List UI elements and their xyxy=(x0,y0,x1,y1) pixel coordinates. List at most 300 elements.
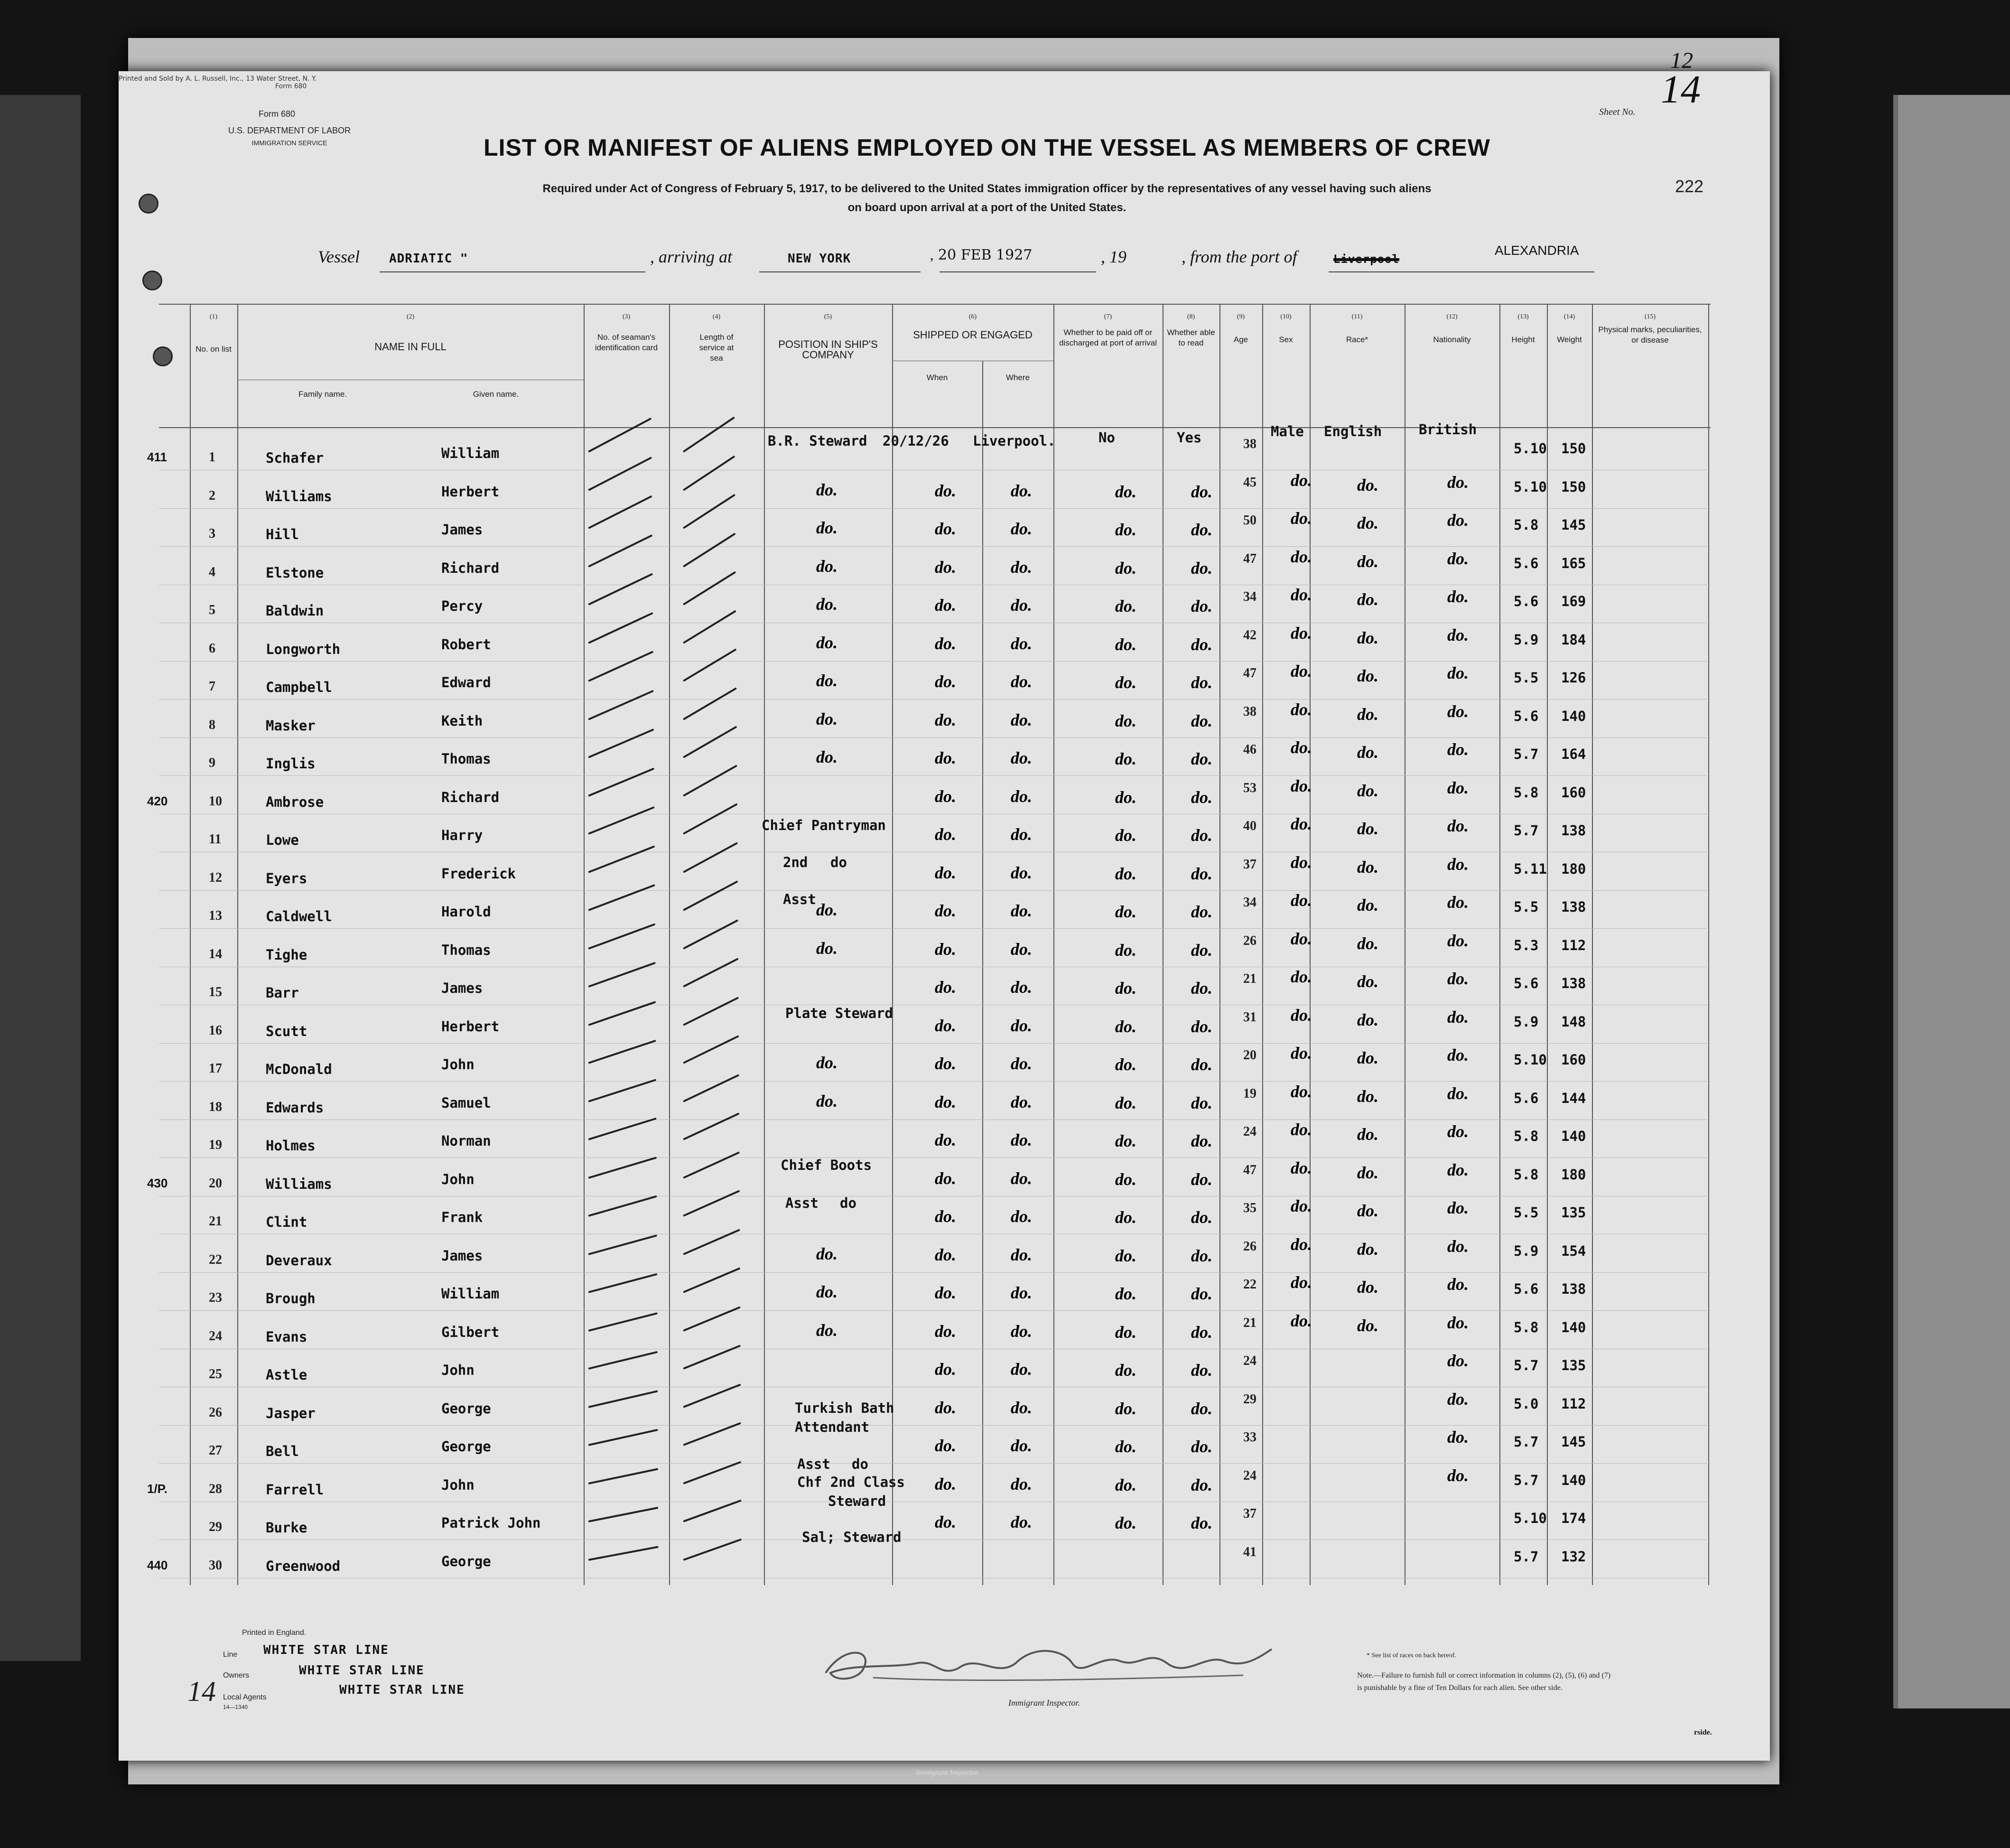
weight-value: 169 xyxy=(1561,593,1586,609)
ditto-mark: do. xyxy=(935,596,956,615)
family-name: Holmes xyxy=(266,1138,316,1154)
height-value: 5.7 xyxy=(1514,1434,1539,1450)
col15-header: Physical marks, peculiarities, or disease xyxy=(1598,325,1702,345)
height-value: 5.10 xyxy=(1514,440,1547,457)
margin-number: 440 xyxy=(147,1558,168,1572)
race-value: English xyxy=(1324,423,1382,439)
row-number: 30 xyxy=(209,1558,222,1573)
age-value: 26 xyxy=(1243,933,1256,948)
height-value: 5.10 xyxy=(1514,1052,1547,1068)
position-turkish-bath: Turkish Bath xyxy=(795,1400,894,1416)
col2-family-header: Family name. xyxy=(298,390,347,399)
weight-value: 180 xyxy=(1561,861,1586,877)
vessel-name-underline xyxy=(380,271,645,272)
ditto-mark: do. xyxy=(816,900,838,919)
arriving-port-underline xyxy=(759,271,921,272)
ditto-mark: do. xyxy=(1447,1275,1469,1294)
weight-value: 132 xyxy=(1561,1549,1586,1565)
ditto-mark: do. xyxy=(935,634,956,653)
family-name: Jasper xyxy=(266,1405,316,1421)
weight-value: 164 xyxy=(1561,746,1586,762)
col11-header: Race* xyxy=(1346,335,1368,344)
age-value: 37 xyxy=(1243,857,1256,872)
ditto-mark: do. xyxy=(1011,1322,1032,1341)
age-value: 29 xyxy=(1243,1392,1256,1407)
height-value: 5.9 xyxy=(1514,632,1539,648)
row-divider xyxy=(159,775,1711,776)
family-name: Bell xyxy=(266,1443,299,1459)
weight-value: 154 xyxy=(1561,1243,1586,1259)
ditto-mark: do. xyxy=(935,1054,956,1073)
col4-header: Length of service at sea xyxy=(699,333,734,363)
family-name: McDonald xyxy=(266,1061,332,1077)
ditto-mark: do. xyxy=(1357,628,1378,647)
ditto-mark: do. xyxy=(1115,1055,1136,1074)
ditto-mark: do. xyxy=(935,1283,956,1302)
ditto-mark: do. xyxy=(1191,673,1212,692)
ditto-mark: do. xyxy=(1191,979,1212,998)
row-divider xyxy=(159,1463,1711,1464)
ditto-mark: do. xyxy=(1357,552,1378,571)
given-name: Edward xyxy=(441,674,491,691)
row-number: 23 xyxy=(209,1290,222,1305)
row-divider xyxy=(159,1310,1711,1311)
shipped-when: 20/12/26 xyxy=(883,433,949,449)
age-value: 41 xyxy=(1243,1545,1256,1559)
ditto-mark: do. xyxy=(1011,1016,1032,1035)
ditto-mark: do. xyxy=(935,863,956,882)
row-divider xyxy=(159,890,1711,891)
ditto-mark: do. xyxy=(935,748,956,767)
ditto-mark: do. xyxy=(1115,673,1136,692)
ditto-mark: do. xyxy=(935,1016,956,1035)
weight-value: 138 xyxy=(1561,975,1586,991)
sex-value: Male xyxy=(1271,423,1304,439)
row-divider xyxy=(159,1157,1711,1158)
height-value: 5.6 xyxy=(1514,555,1539,571)
position-chf-2nd-class: Chf 2nd Class xyxy=(797,1474,905,1490)
col7-header: Whether to be paid off or discharged at port of arrival xyxy=(1059,328,1157,347)
nationality-value: British xyxy=(1419,421,1477,438)
col7-number: (7) xyxy=(1104,313,1112,320)
family-name: Campbell xyxy=(266,679,332,695)
sheet-number-label: Sheet No. xyxy=(1599,107,1636,117)
given-name: Harry xyxy=(441,827,483,843)
family-name: Tighe xyxy=(266,947,307,963)
ditto-mark: do. xyxy=(1357,896,1378,915)
row-divider xyxy=(159,1081,1711,1082)
penalty-note-1: Note.—Failure to furnish full or correct information in columns (2), (5), (6) and (7) xyxy=(1357,1671,1611,1680)
immigrant-inspector-label: Immigrant Inspector. xyxy=(1008,1698,1080,1708)
arriving-label: , arriving at xyxy=(650,247,733,266)
age-value: 40 xyxy=(1243,819,1256,833)
family-name: Longworth xyxy=(266,641,341,657)
position-chief-boots: Chief Boots xyxy=(781,1157,872,1173)
row-number: 24 xyxy=(209,1329,222,1344)
manifest-subtitle: Required under Act of Congress of February 5, 1917, to be delivered to the United States immigration officer by the representatives of any vessel having such aliens on board upon arrival at a port of the United States. xyxy=(542,182,1432,214)
given-name: Thomas xyxy=(441,942,491,958)
position-asst-boots-do: do xyxy=(840,1195,856,1211)
ditto-mark: do. xyxy=(935,481,956,500)
from-port-label: , from the port of xyxy=(1182,247,1297,266)
given-name: James xyxy=(441,980,483,996)
ditto-mark: do. xyxy=(1191,1513,1212,1532)
ditto-mark: do. xyxy=(1291,700,1312,719)
ditto-mark: do. xyxy=(1011,1169,1032,1188)
row-number: 16 xyxy=(209,1023,222,1038)
position-chief-pantryman: Chief Pantryman xyxy=(762,817,886,833)
family-name: Schafer xyxy=(266,450,324,466)
ditto-mark: do. xyxy=(1011,1512,1032,1531)
date-stamp: , 20 FEB 1927 xyxy=(930,247,1033,263)
ditto-mark: do. xyxy=(1357,858,1378,877)
col9-header: Age xyxy=(1233,335,1248,344)
ditto-mark: do. xyxy=(1115,1475,1136,1494)
ditto-mark: do. xyxy=(935,1169,956,1188)
ditto-mark: do. xyxy=(1115,979,1136,998)
ditto-mark: do. xyxy=(1291,1044,1312,1063)
given-name: John xyxy=(441,1477,475,1493)
age-value: 53 xyxy=(1243,781,1256,795)
height-value: 5.11 xyxy=(1514,861,1547,877)
ditto-mark: do. xyxy=(1011,787,1032,806)
col6-header: SHIPPED OR ENGAGED xyxy=(913,329,1033,341)
ditto-mark: do. xyxy=(1291,1082,1312,1101)
ditto-mark: do. xyxy=(1191,1093,1212,1112)
ditto-mark: do. xyxy=(1191,520,1212,539)
ditto-mark: do. xyxy=(1115,711,1136,730)
ditto-mark: do. xyxy=(1011,634,1032,653)
given-name: Patrick John xyxy=(441,1515,541,1531)
ditto-mark: do. xyxy=(1011,1398,1032,1417)
row-number: 9 xyxy=(209,756,215,770)
weight-value: 138 xyxy=(1561,899,1586,915)
margin-number: 411 xyxy=(147,450,167,464)
family-name: Caldwell xyxy=(266,908,332,924)
ditto-mark: do. xyxy=(1291,1273,1312,1292)
row-divider xyxy=(159,1425,1711,1426)
ditto-mark: do. xyxy=(1447,816,1469,835)
ditto-mark: do. xyxy=(1447,1313,1469,1332)
ditto-mark: do. xyxy=(1357,743,1378,762)
ditto-mark: do. xyxy=(935,1207,956,1226)
col12-header: Nationality xyxy=(1433,335,1471,344)
col3-number: (3) xyxy=(622,313,631,320)
given-name: Norman xyxy=(441,1133,491,1149)
row-number: 4 xyxy=(209,565,215,579)
age-value: 20 xyxy=(1243,1048,1256,1063)
row-number: 29 xyxy=(209,1520,222,1534)
weight-value: 165 xyxy=(1561,555,1586,571)
given-name: George xyxy=(441,1553,491,1569)
weight-value: 145 xyxy=(1561,517,1586,533)
ditto-mark: do. xyxy=(1291,471,1312,490)
ditto-mark: do. xyxy=(1191,1475,1212,1494)
height-value: 5.6 xyxy=(1514,1281,1539,1297)
vessel-label: Vessel xyxy=(318,247,360,266)
weight-value: 138 xyxy=(1561,1281,1586,1297)
age-value: 47 xyxy=(1243,666,1256,681)
ditto-mark: do. xyxy=(1291,1120,1312,1139)
row-divider xyxy=(159,1272,1711,1273)
weight-value: 112 xyxy=(1561,1396,1586,1412)
margin-number: 430 xyxy=(147,1176,168,1190)
ditto-mark: do. xyxy=(1191,597,1212,616)
weight-value: 150 xyxy=(1561,479,1586,495)
age-value: 46 xyxy=(1243,742,1256,757)
ditto-mark: do. xyxy=(1191,635,1212,654)
from-port: ALEXANDRIA xyxy=(1495,243,1579,258)
ditto-mark: do. xyxy=(816,671,838,690)
ditto-mark: do. xyxy=(1291,509,1312,528)
row-number: 13 xyxy=(209,908,222,923)
local-agents-code: 14—1340 xyxy=(223,1704,248,1710)
col14-number: (14) xyxy=(1563,313,1575,320)
row-number: 6 xyxy=(209,641,215,656)
ditto-mark: do. xyxy=(1115,1246,1136,1265)
from-port-underline xyxy=(1329,271,1594,272)
ditto-mark: do. xyxy=(1011,1436,1032,1455)
ditto-mark: do. xyxy=(935,978,956,997)
ditto-mark: do. xyxy=(1357,705,1378,724)
row-divider xyxy=(159,1043,1711,1044)
given-name: George xyxy=(441,1400,491,1417)
ditto-mark: do. xyxy=(816,518,838,537)
punch-hole xyxy=(142,271,162,290)
ditto-mark: do. xyxy=(1447,778,1469,797)
height-value: 5.7 xyxy=(1514,1472,1539,1488)
ditto-mark: do. xyxy=(1115,1017,1136,1036)
ditto-mark: do. xyxy=(1357,590,1378,609)
punch-hole xyxy=(153,346,173,366)
lower-page-inspector: Immigrant Inspector. xyxy=(916,1769,980,1777)
printer-credit: Printed and Sold by A. L. Russell, Inc., 13 Water Street, N. Y. Form 680 xyxy=(119,75,317,90)
ditto-mark: do. xyxy=(1447,473,1469,492)
row-number: 26 xyxy=(209,1405,222,1420)
ditto-mark: do. xyxy=(1115,1399,1136,1418)
ditto-mark: do. xyxy=(1357,1316,1378,1335)
age-value: 22 xyxy=(1243,1277,1256,1292)
ditto-mark: do. xyxy=(1357,819,1378,838)
col14-header: Weight xyxy=(1557,335,1582,344)
penalty-note-2: is punishable by a fine of Ten Dollars for each alien. See other side. xyxy=(1357,1684,1563,1692)
height-value: 5.6 xyxy=(1514,1090,1539,1106)
ditto-mark: do. xyxy=(1011,596,1032,615)
arriving-port: NEW YORK xyxy=(788,252,851,266)
weight-value: 112 xyxy=(1561,937,1586,953)
ditto-mark: do. xyxy=(816,1321,838,1340)
ditto-mark: do. xyxy=(1357,934,1378,953)
age-value: 50 xyxy=(1243,513,1256,528)
col6-number: (6) xyxy=(968,313,977,320)
ditto-mark: do. xyxy=(1291,1196,1312,1215)
given-name: Frederick xyxy=(441,866,516,882)
ditto-mark: do. xyxy=(1191,1399,1212,1418)
given-name: George xyxy=(441,1438,491,1455)
ditto-mark: do. xyxy=(935,1512,956,1531)
position-steward: Steward xyxy=(828,1493,886,1509)
ditto-mark: do. xyxy=(816,747,838,766)
ditto-mark: do. xyxy=(1191,902,1212,921)
ditto-mark: do. xyxy=(1191,1246,1212,1265)
ditto-mark: do. xyxy=(1291,967,1312,986)
ditto-mark: do. xyxy=(1291,662,1312,681)
stamped-number: 222 xyxy=(1675,177,1704,196)
ditto-mark: do. xyxy=(816,557,838,576)
col13-number: (13) xyxy=(1517,313,1529,320)
col2-header: NAME IN FULL xyxy=(374,341,447,353)
ditto-mark: do. xyxy=(935,825,956,844)
shipped-where: Liverpool. xyxy=(973,433,1056,449)
from-port-struck: Liverpool xyxy=(1333,252,1400,266)
ditto-mark: do. xyxy=(1357,1163,1378,1182)
age-value: 47 xyxy=(1243,1163,1256,1177)
ditto-mark: do. xyxy=(935,1360,956,1379)
ditto-mark: do. xyxy=(1291,547,1312,566)
weight-value: 160 xyxy=(1561,784,1586,801)
ditto-mark: do. xyxy=(1115,1093,1136,1112)
given-name: John xyxy=(441,1362,475,1378)
ditto-mark: do. xyxy=(1357,1125,1378,1144)
ditto-mark: do. xyxy=(935,1398,956,1417)
ditto-mark: do. xyxy=(1115,902,1136,921)
position-sal-steward: Sal; Steward xyxy=(802,1529,902,1545)
col3-header: No. of seaman's identification card xyxy=(595,333,658,352)
given-name: Thomas xyxy=(441,751,491,767)
weight-value: 140 xyxy=(1561,1128,1586,1144)
position-attendant: Attendant xyxy=(795,1419,870,1435)
given-name: Robert xyxy=(441,636,491,653)
position-asst-boots: Asst xyxy=(785,1195,819,1211)
margin-number: 420 xyxy=(147,794,168,808)
weight-value: 148 xyxy=(1561,1014,1586,1030)
ditto-mark: do. xyxy=(1191,1170,1212,1189)
ditto-mark: do. xyxy=(1115,864,1136,883)
manifest-title: LIST OR MANIFEST OF ALIENS EMPLOYED ON THE VESSEL AS MEMBERS OF CREW xyxy=(484,134,1490,161)
ditto-mark: do. xyxy=(935,1436,956,1455)
weight-value: 184 xyxy=(1561,632,1586,648)
ditto-mark: do. xyxy=(1191,1437,1212,1456)
age-value: 21 xyxy=(1243,971,1256,986)
ditto-mark: do. xyxy=(1291,1006,1312,1025)
ditto-mark: do. xyxy=(1191,749,1212,768)
ditto-mark: do. xyxy=(1447,1045,1469,1064)
ditto-mark: do. xyxy=(1447,1008,1469,1027)
family-name: Inglis xyxy=(266,756,316,772)
ditto-mark: do. xyxy=(935,519,956,538)
height-value: 5.7 xyxy=(1514,822,1539,839)
given-name: Percy xyxy=(441,598,483,614)
height-value: 5.3 xyxy=(1514,937,1539,953)
ditto-mark: do. xyxy=(816,1282,838,1301)
weight-value: 135 xyxy=(1561,1204,1586,1221)
ditto-mark: do. xyxy=(1447,1084,1469,1103)
weight-value: 150 xyxy=(1561,440,1586,457)
ditto-mark: do. xyxy=(1115,1170,1136,1189)
ditto-mark: do. xyxy=(1011,481,1032,500)
ditto-mark: do. xyxy=(816,595,838,614)
ditto-mark: do. xyxy=(1357,1240,1378,1259)
col13-header: Height xyxy=(1511,335,1535,344)
height-value: 5.9 xyxy=(1514,1243,1539,1259)
col2-number: (2) xyxy=(406,313,415,320)
owners-label: Owners xyxy=(223,1671,250,1680)
age-value: 21 xyxy=(1243,1316,1256,1330)
ditto-mark: do. xyxy=(1447,663,1469,682)
family-name: Masker xyxy=(266,718,316,734)
height-value: 5.5 xyxy=(1514,670,1539,686)
weight-value: 144 xyxy=(1561,1090,1586,1106)
weight-value: 180 xyxy=(1561,1167,1586,1183)
row-number: 25 xyxy=(209,1367,222,1381)
family-name: Eyers xyxy=(266,870,307,887)
ditto-mark: do. xyxy=(1011,901,1032,920)
ditto-mark: do. xyxy=(935,1130,956,1149)
age-value: 38 xyxy=(1243,437,1256,451)
ditto-mark: do. xyxy=(1011,1475,1032,1493)
given-name: Frank xyxy=(441,1209,483,1225)
ditto-mark: do. xyxy=(1447,1160,1469,1179)
ditto-mark: do. xyxy=(935,1475,956,1493)
ditto-mark: do. xyxy=(1447,587,1469,606)
ditto-mark: do. xyxy=(1291,585,1312,604)
ditto-mark: do. xyxy=(1291,853,1312,872)
weight-value: 145 xyxy=(1561,1434,1586,1450)
ditto-mark: do. xyxy=(1115,749,1136,768)
col2-given-header: Given name. xyxy=(473,390,519,399)
weight-value: 174 xyxy=(1561,1510,1586,1526)
ditto-mark: do. xyxy=(1191,864,1212,883)
col10-number: (10) xyxy=(1280,313,1292,320)
height-value: 5.0 xyxy=(1514,1396,1539,1412)
ditto-mark: do. xyxy=(935,1245,956,1264)
ditto-mark: do. xyxy=(1357,1087,1378,1106)
row-number: 10 xyxy=(209,794,222,809)
col1-number: (1) xyxy=(209,313,218,320)
ditto-mark: do. xyxy=(1011,710,1032,729)
ditto-mark: do. xyxy=(1011,1283,1032,1302)
ditto-mark: do. xyxy=(1357,1048,1378,1067)
ditto-mark: do. xyxy=(816,709,838,728)
given-name: Keith xyxy=(441,713,483,729)
given-name: Samuel xyxy=(441,1095,491,1111)
family-name: Burke xyxy=(266,1520,307,1536)
punch-hole xyxy=(139,194,158,214)
family-name: Barr xyxy=(266,985,299,1001)
family-name: Elstone xyxy=(266,565,324,581)
ditto-mark: do. xyxy=(935,710,956,729)
row-divider xyxy=(159,508,1711,509)
col4-number: (4) xyxy=(712,313,721,320)
family-name: Hill xyxy=(266,526,299,542)
sheet-number-value: 14 xyxy=(1661,67,1701,112)
weight-value: 160 xyxy=(1561,1052,1586,1068)
given-name: James xyxy=(441,1248,483,1264)
ditto-mark: do. xyxy=(1011,672,1032,691)
owners-value: WHITE STAR LINE xyxy=(299,1663,425,1678)
ditto-mark: do. xyxy=(1115,520,1136,539)
position-b-r-steward: B.R. Steward xyxy=(768,433,867,449)
ditto-mark: do. xyxy=(1291,1311,1312,1330)
family-name: Brough xyxy=(266,1290,316,1307)
vessel-name: ADRIATIC " xyxy=(389,252,468,266)
col8-number: (8) xyxy=(1187,313,1195,320)
given-name: John xyxy=(441,1056,475,1073)
ditto-mark: do. xyxy=(1357,476,1378,495)
weight-value: 140 xyxy=(1561,1319,1586,1335)
height-value: 5.7 xyxy=(1514,746,1539,762)
ditto-mark: do. xyxy=(1115,1513,1136,1532)
